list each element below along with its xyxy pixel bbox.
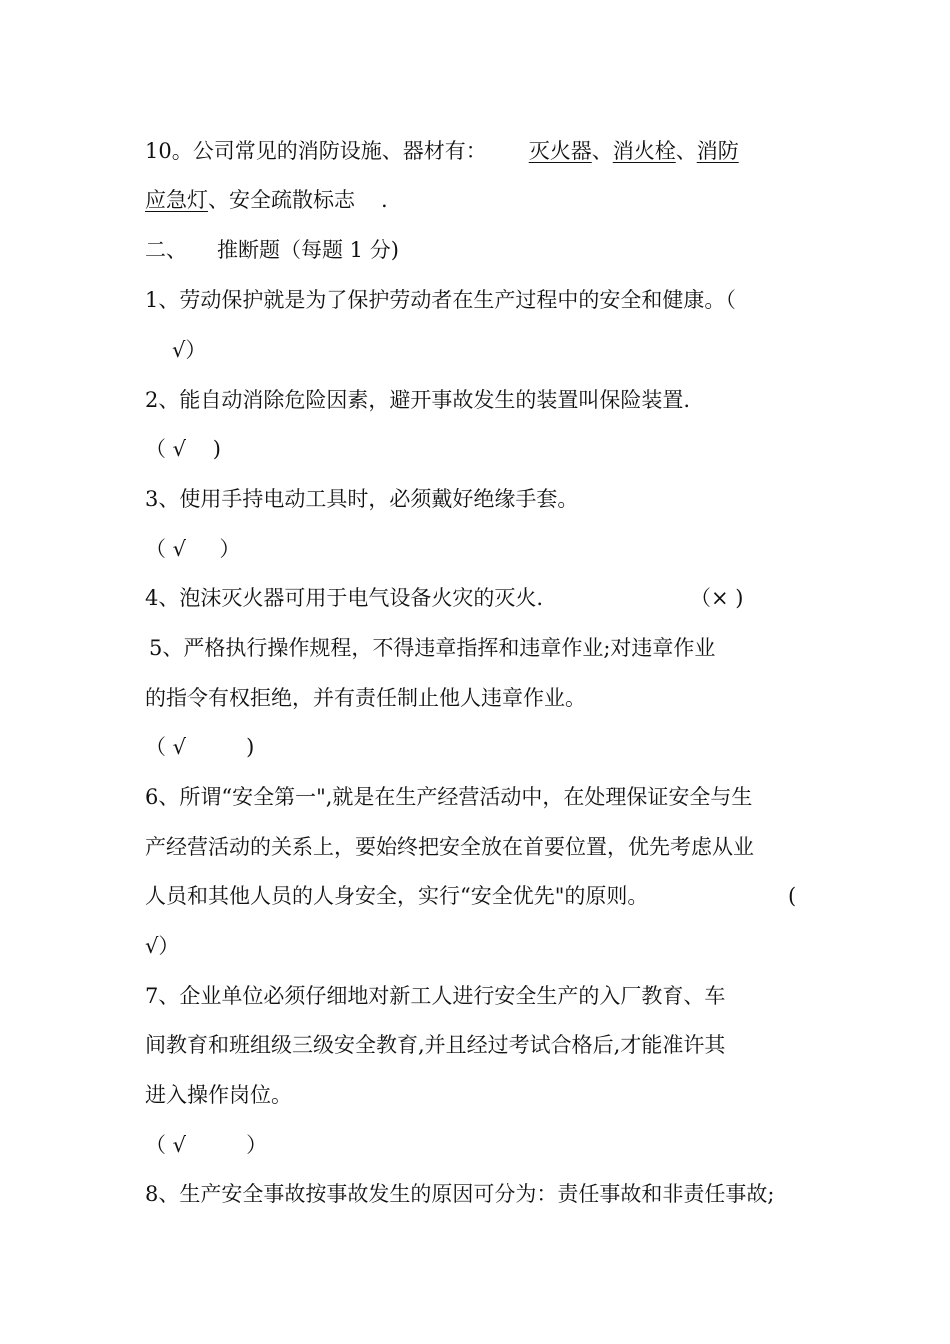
item-5-line-1: 5、严格执行操作规程，不得违章指挥和违章作业;对违章作业	[149, 636, 716, 660]
item-3-answer: （ √ ）	[145, 537, 241, 561]
item-2-answer: （ √ )	[145, 437, 221, 461]
item-4-line-1: 4、泡沫灭火器可用于电气设备火灾的灭火.	[145, 586, 544, 610]
q10-line-2	[145, 185, 388, 215]
item-5-answer: （ √ )	[145, 735, 255, 759]
q10-answer-hydrant: 消火栓	[612, 139, 676, 163]
q10-answer-emergency-light-b: 应急灯	[145, 188, 208, 212]
item-2-line-1: 2、能自动消除危险因素，避开事故发生的装置叫保险装置.	[145, 388, 691, 412]
q10-line-1	[145, 136, 739, 166]
item-8-line-1: 8、生产安全事故按事故发生的原因可分为：责任事故和非责任事故;	[145, 1182, 775, 1206]
item-7-answer: （ √ ）	[145, 1133, 268, 1157]
item-6-line-1: 6、所谓“安全第一",就是在生产经营活动中，在处理保证安全与生	[145, 785, 753, 809]
section-heading	[145, 235, 399, 265]
item-4-answer: （× )	[690, 586, 744, 610]
item-3-line-1: 3、使用手持电动工具时，必须戴好绝缘手套。	[145, 487, 579, 511]
item-5-line-2: 的指令有权拒绝，并有责任制止他人违章作业。	[145, 686, 586, 710]
item-6-line-3: 人员和其他人员的人身安全，实行“安全优先"的原则。	[145, 884, 649, 908]
item-7-line-2: 间教育和班组级三级安全教育,并且经过考试合格后,才能准许其	[145, 1033, 726, 1057]
item-7-line-3: 进入操作岗位。	[145, 1083, 292, 1107]
q10-sep-1: 、	[591, 139, 613, 163]
item-6-line-2: 产经营活动的关系上，要始终把安全放在首要位置，优先考虑从业	[145, 835, 754, 859]
section-number: 二、	[145, 238, 187, 262]
item-1-line-1: 1、劳动保护就是为了保护劳动者在生产过程中的安全和健康。（	[145, 288, 736, 312]
q10-end: .	[381, 188, 388, 212]
section-title: 推断题（每题 1 分)	[217, 238, 399, 262]
q10-answer-extinguisher: 灭火器	[528, 139, 592, 163]
q10-rest: 、安全疏散标志	[208, 188, 355, 212]
item-6-paren: (	[788, 884, 797, 908]
q10-prefix: 10。公司常见的消防设施、器材有：	[145, 139, 487, 163]
q10-sep-2: 、	[675, 139, 697, 163]
item-6-answer: √）	[145, 934, 180, 958]
item-7-line-1: 7、企业单位必须仔细地对新工人进行安全生产的入厂教育、车	[145, 984, 726, 1008]
item-1-answer: √）	[172, 338, 207, 362]
q10-answer-emergency-light-a: 消防	[696, 139, 739, 163]
